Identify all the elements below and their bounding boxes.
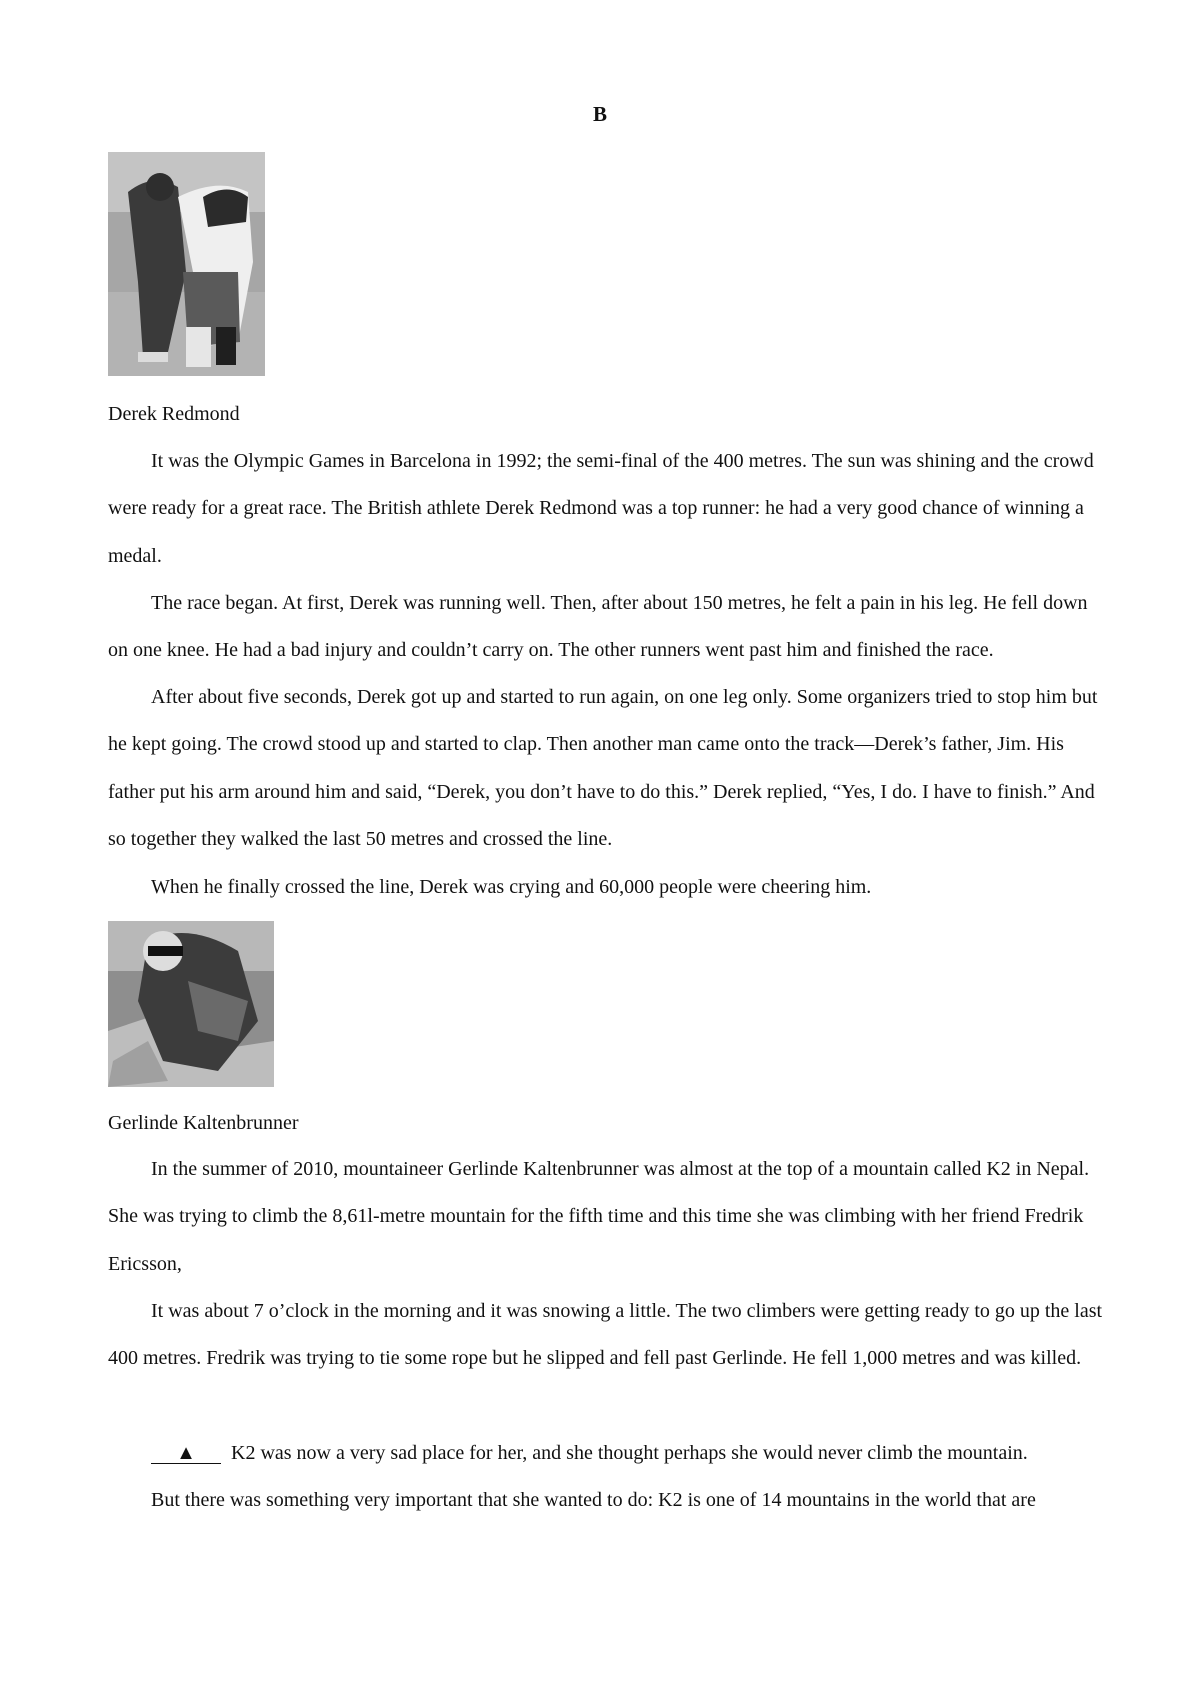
section-heading: B <box>592 102 607 126</box>
derek-redmond-caption: Derek Redmond <box>108 403 240 425</box>
derek-paragraph-3: After about five seconds, Derek got up and started to run again, on one leg only. Some organizers tried to stop him but he kept going. The crowd stood up and started to clap. Then another man came onto the track—Derek’s father, Jim. His father put his arm around him and said, “Derek, you don’t have to do this.” Derek replied, “Yes, I do. I have to finish.” And so together they walked the last 50 metres and crossed the line. <box>108 686 1098 850</box>
gerlinde-paragraph-4: But there was something very important that she wanted to do: K2 is one of 14 mountains in the world that are <box>151 1489 1036 1511</box>
gerlinde-kaltenbrunner-caption: Gerlinde Kaltenbrunner <box>108 1112 299 1134</box>
derek-paragraph-2: The race began. At first, Derek was running well. Then, after about 150 metres, he felt a pain in his leg. He fell down on one knee. He had a bad injury and couldn’t carry on. The other runners went past him and finished the race. <box>108 592 1088 662</box>
gerlinde-kaltenbrunner-photo <box>108 921 274 1087</box>
gerlinde-paragraph-1: In the summer of 2010, mountaineer Gerlinde Kaltenbrunner was almost at the top of a mountain called K2 in Nepal. She was trying to climb the 8,61l-metre mountain for the fifth time and this time she was climbing with her friend Fredrik Ericsson, <box>108 1158 1090 1275</box>
gerlinde-paragraph-2: It was about 7 o’clock in the morning and it was snowing a little. The two climbers were getting ready to go up the last 400 metres. Fredrik was trying to tie some rope but he slipped and fell past Gerlinde. He fell 1,000 metres and was killed. <box>108 1300 1103 1370</box>
derek-paragraph-1: It was the Olympic Games in Barcelona in 1992; the semi-final of the 400 metres. The sun was shining and the crowd were ready for a great race. The British athlete Derek Redmond was a top runner: he had a very good chance of winning a medal. <box>108 450 1094 567</box>
answer-blank[interactable] <box>151 1443 221 1464</box>
gerlinde-paragraph-3-text: K2 was now a very sad place for her, and she thought perhaps she would never climb the mountain. <box>231 1442 1028 1464</box>
triangle-marker-icon: ▲ <box>176 1442 196 1464</box>
derek-redmond-photo <box>108 152 265 376</box>
derek-paragraph-4: When he finally crossed the line, Derek was crying and 60,000 people were cheering him. <box>151 876 872 898</box>
gerlinde-paragraph-3 <box>108 1430 1108 1477</box>
